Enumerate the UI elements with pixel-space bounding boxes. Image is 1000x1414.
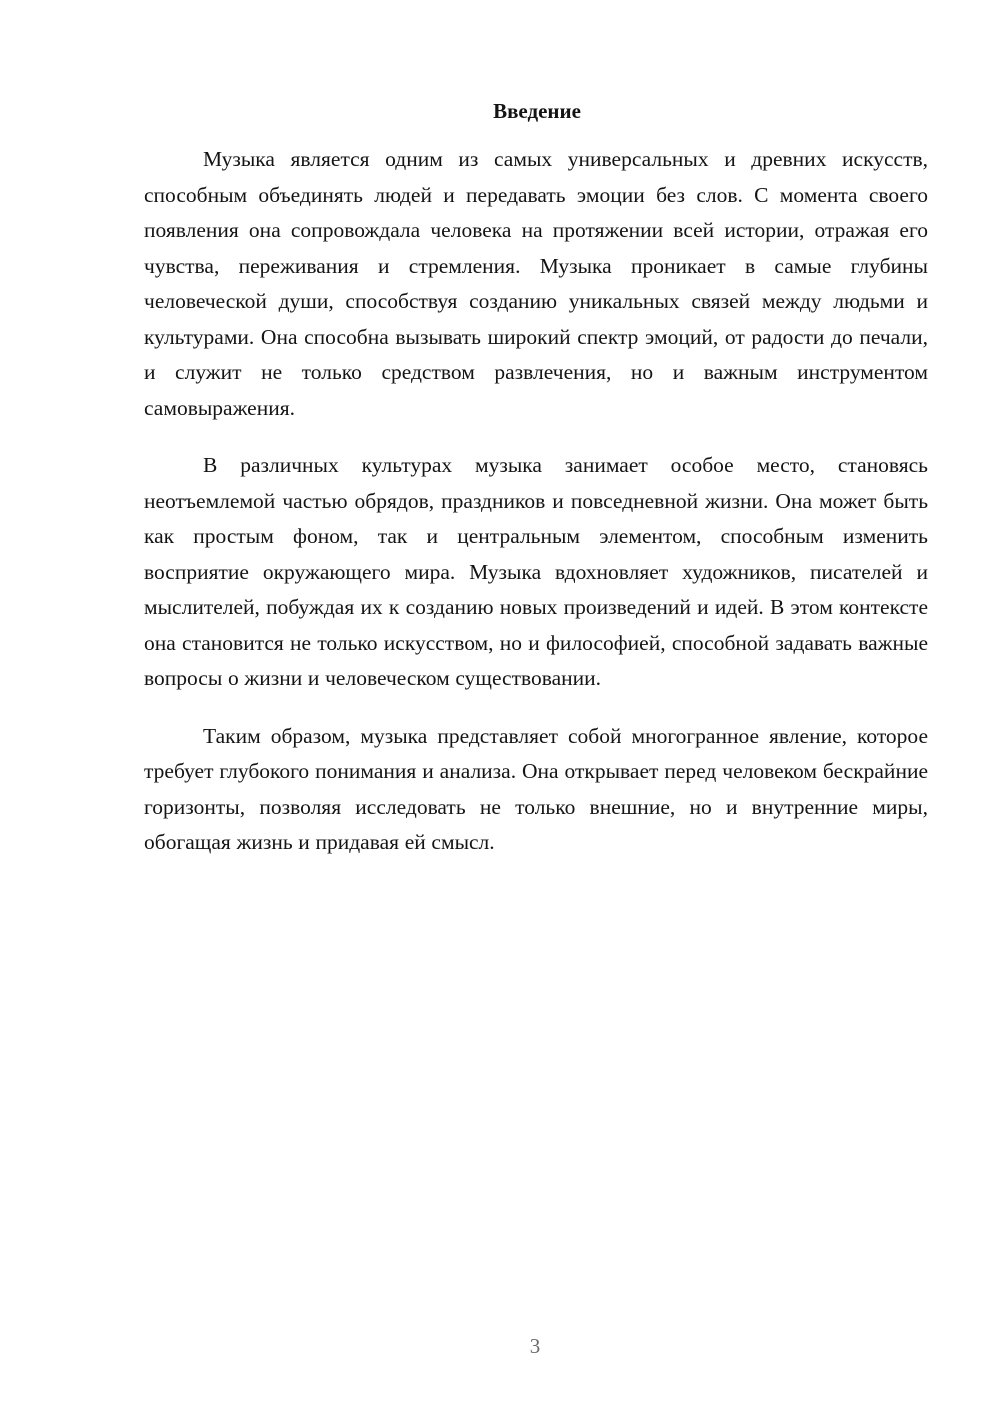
page-number: 3 (529, 1334, 541, 1358)
paragraph-conclusion: Таким образом, музыка представляет собой многогранное явление, которое требует глубокого понимания и анализа. Она открывает перед человеком бескрайние горизонты, позволяя исследовать не только внешние, но и внутренние миры, обогащая жизнь и придавая ей смысл. (144, 723, 928, 854)
page-content (144, 96, 928, 883)
paragraph-cultures: В различных культурах музыка занимает особое место, становясь неотъемлемой частью обрядов, праздников и повседневной жизни. Она может быть как простым фоном, так и центральным элементом, способным изменить восприятие окружающего мира. Музыка вдохновляет художников, писателей и мыслителей, побуждая их к созданию новых произведений и идей. В этом контексте она становится не только искусством, но и философией, способной задавать важные вопросы о жизни и человеческом существовании. (144, 453, 928, 690)
paragraph-intro: Музыка является одним из самых универсальных и древних искусств, способным объединять людей и передавать эмоции без слов. С момента своего появления она сопровождала человека на протяжении всей истории, отражая его чувства, переживания и стремления. Музыка проникает в самые глубины человеческой души, способствуя созданию уникальных связей между людьми и культурами. Она способна вызывать широкий спектр эмоций, от радости до печали, и служит не только средством развлечения, но и важным инструментом самовыражения. (144, 147, 928, 420)
page-title: Введение (493, 99, 581, 123)
